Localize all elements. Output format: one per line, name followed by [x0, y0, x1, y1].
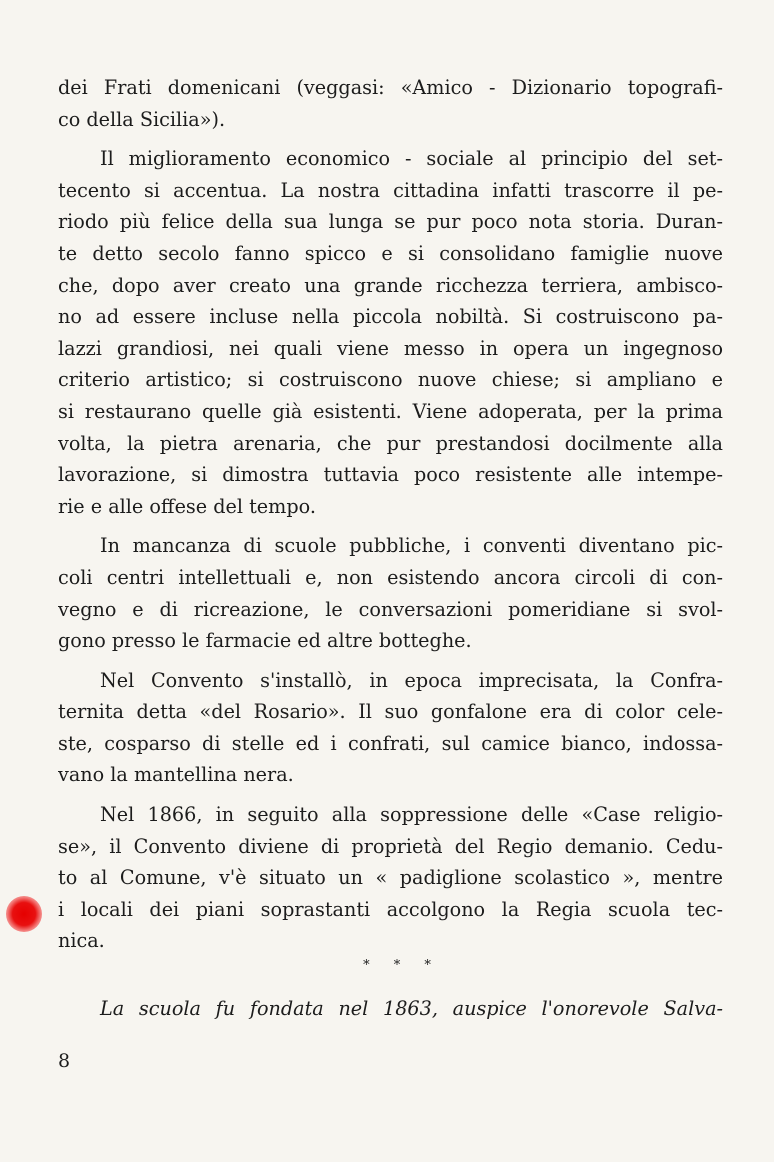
text-line: In mancanza di scuole pubbliche, i conventi diventano pic-	[100, 534, 723, 558]
text-line: ste, cosparso di stelle ed i confrati, sul camice bianco, indossa-	[58, 731, 723, 755]
text-line: si restaurano quelle già esistenti. Viene adoperata, per la prima	[58, 399, 723, 423]
text-line: gono presso le farmacie ed altre botteghe.	[58, 629, 472, 653]
paragraph-2	[58, 143, 723, 522]
text-line: vegno e di ricreazione, le conversazioni pomeridiane si svol-	[58, 597, 723, 621]
text-line: tecento si accentua. La nostra cittadina infatti trascorre il pe-	[58, 178, 723, 202]
text-line: coli centri intellettuali e, non esistendo ancora circoli di con-	[58, 565, 723, 589]
italic-text-line: La scuola fu fondata nel 1863, auspice l'onorevole Salva-	[100, 997, 723, 1020]
paragraph-1	[58, 72, 723, 135]
text-line: no ad essere incluse nella piccola nobiltà. Si costruiscono pa-	[58, 305, 723, 329]
text-line: Il miglioramento economico - sociale al principio del set-	[100, 147, 723, 171]
text-line: se», il Convento diviene di proprietà del Regio demanio. Cedu-	[58, 834, 723, 858]
text-line: i locali dei piani soprastanti accolgono la Regia scuola tec-	[58, 897, 723, 921]
text-line: ternita detta «del Rosario». Il suo gonfalone era di color cele-	[58, 700, 723, 724]
text-line: Nel 1866, in seguito alla soppressione delle «Case religio-	[100, 803, 723, 827]
text-line: lazzi grandiosi, nei quali viene messo in opera un ingegnoso	[58, 336, 723, 360]
paragraph-3	[58, 530, 723, 656]
red-marker-dot	[6, 896, 42, 932]
text-line: riodo più felice della sua lunga se pur poco nota storia. Duran-	[58, 210, 723, 234]
text-line: criterio artistico; si costruiscono nuove chiese; si ampliano e	[58, 368, 723, 392]
text-line: dei Frati domenicani (veggasi: «Amico - Dizionario topografi-	[58, 76, 723, 99]
text-line: te detto secolo fanno spicco e si consolidano famiglie nuove	[58, 241, 723, 265]
paragraph-4	[58, 665, 723, 791]
text-line: che, dopo aver creato una grande ricchezza terriera, ambisco-	[58, 273, 723, 297]
text-line: to al Comune, v'è situato un « padiglione scolastico », mentre	[58, 866, 723, 890]
text-line: volta, la pietra arenaria, che pur prestandosi docilmente alla	[58, 431, 723, 455]
text-line: vano la mantellina nera.	[58, 763, 294, 787]
section-separator: * * *	[363, 958, 441, 973]
page-number: 8	[58, 1050, 71, 1072]
paragraph-5	[58, 799, 723, 957]
text-line: lavorazione, si dimostra tuttavia poco resistente alle intempe-	[58, 463, 723, 487]
text-line: nica.	[58, 929, 105, 953]
text-line: rie e alle offese del tempo.	[58, 494, 316, 518]
text-line: co della Sicilia»).	[58, 107, 226, 131]
body-text	[58, 72, 723, 957]
text-line: Nel Convento s'installò, in epoca imprecisata, la Confra-	[100, 668, 723, 692]
